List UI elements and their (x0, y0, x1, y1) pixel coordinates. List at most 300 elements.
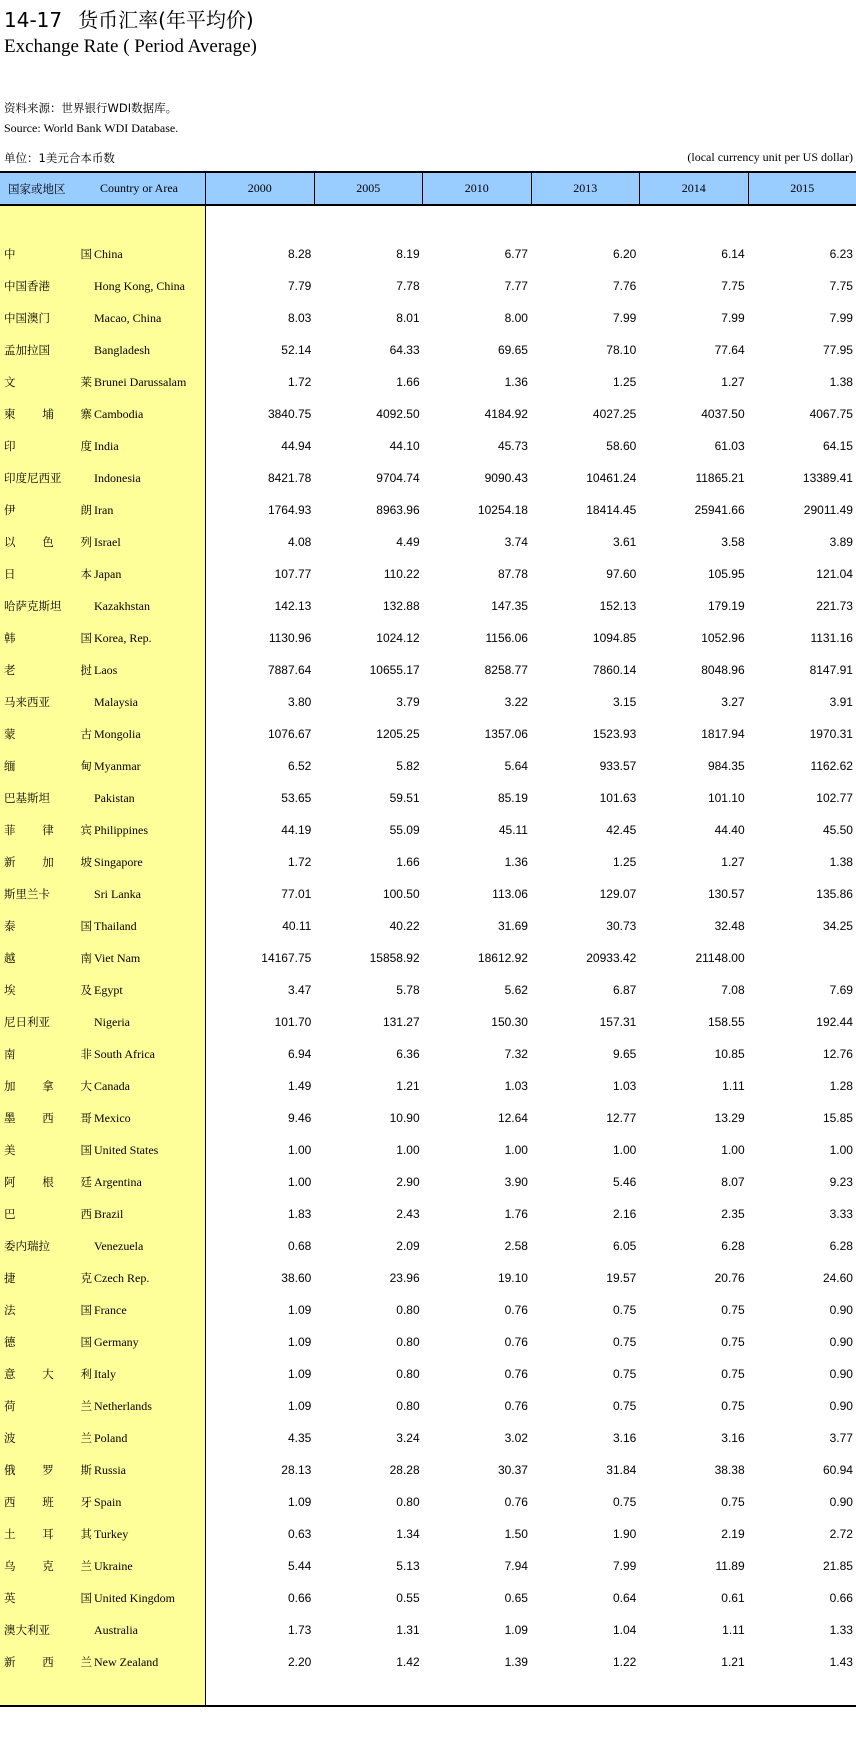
country-name-cn: 巴西 (4, 1207, 92, 1221)
rate-value: 7.99 (612, 311, 637, 325)
rate-value: 0.80 (396, 1495, 420, 1509)
rate-value: 1.83 (287, 1207, 312, 1221)
rate-value: 0.76 (504, 1335, 528, 1349)
rate-value: 85.19 (497, 791, 528, 805)
table-row (0, 686, 856, 718)
rate-value: 8048.96 (701, 663, 745, 677)
rate-value: 3.02 (504, 1431, 528, 1445)
rate-value: 0.90 (829, 1335, 853, 1349)
country-name-en: Hong Kong, China (94, 278, 185, 293)
rate-value: 1.09 (504, 1623, 528, 1637)
rate-value: 0.55 (396, 1591, 420, 1605)
country-name-cn: 印度 (4, 439, 92, 453)
rate-value: 19.10 (497, 1271, 528, 1285)
rate-value: 3.27 (721, 695, 745, 709)
table-row (0, 1518, 856, 1550)
rate-value: 0.90 (829, 1303, 853, 1317)
rate-value: 1.09 (287, 1399, 312, 1413)
rate-value: 4.49 (396, 535, 420, 549)
country-name-en: Bangladesh (94, 342, 150, 357)
country-name-en: Japan (94, 566, 122, 581)
rate-value: 12.77 (606, 1111, 637, 1125)
rate-value: 2.19 (721, 1527, 745, 1541)
country-name-en: Mongolia (94, 726, 141, 741)
table-row (0, 1646, 856, 1678)
rate-value: 45.73 (497, 439, 528, 453)
country-name-en: Brunei Darussalam (94, 374, 187, 389)
rate-value: 1.28 (829, 1079, 853, 1093)
rate-value: 0.75 (612, 1367, 637, 1381)
rate-value: 10.90 (389, 1111, 420, 1125)
rate-value: 10.85 (714, 1047, 745, 1061)
country-name-cn: 孟加拉国 (4, 343, 50, 357)
rate-value: 14167.75 (261, 951, 312, 965)
rate-value: 44.94 (281, 439, 312, 453)
table-row (0, 494, 856, 526)
table-row (0, 1390, 856, 1422)
country-name-en: Netherlands (94, 1398, 152, 1413)
rate-value: 101.63 (599, 791, 637, 805)
rate-value: 0.75 (612, 1495, 637, 1509)
rate-value: 1523.93 (592, 727, 637, 741)
country-name-cn: 荷兰 (4, 1399, 92, 1413)
rate-value: 2.20 (287, 1655, 312, 1669)
rate-value: 100.50 (382, 887, 420, 901)
rate-value: 4.08 (287, 535, 312, 549)
rate-value: 7.79 (287, 279, 312, 293)
rate-value: 19.57 (606, 1271, 637, 1285)
rate-value: 44.10 (389, 439, 420, 453)
rate-value: 40.11 (282, 919, 312, 933)
country-name-en: Venezuela (94, 1238, 144, 1253)
rate-value: 1.22 (612, 1655, 637, 1669)
rate-value: 6.52 (287, 759, 312, 773)
rate-value: 142.13 (274, 599, 312, 613)
table-bottom-rule (0, 1705, 856, 1707)
rate-value: 0.90 (829, 1399, 853, 1413)
country-name-en: Singapore (94, 854, 143, 869)
rate-value: 4027.25 (592, 407, 637, 421)
rate-value: 12.76 (822, 1047, 853, 1061)
country-name-en: Laos (94, 662, 118, 677)
rate-value: 1052.96 (701, 631, 745, 645)
header-year: 2013 (532, 173, 641, 204)
table-row (0, 1486, 856, 1518)
rate-value: 8258.77 (484, 663, 528, 677)
rate-value: 4037.50 (701, 407, 745, 421)
header-country-en: Country or Area (100, 181, 178, 195)
table-row (0, 1134, 856, 1166)
rate-value: 38.38 (714, 1463, 745, 1477)
rate-value: 1.34 (396, 1527, 420, 1541)
rate-value: 1.72 (287, 375, 312, 389)
rate-value: 3.91 (829, 695, 853, 709)
rate-value: 933.57 (599, 759, 637, 773)
table-row (0, 1614, 856, 1646)
rate-value: 7.99 (612, 1559, 637, 1573)
table-row (0, 558, 856, 590)
rate-value: 1.03 (504, 1079, 528, 1093)
rate-value: 3.33 (829, 1207, 853, 1221)
table-row (0, 334, 856, 366)
header-year: 2014 (640, 173, 749, 204)
rate-value: 1.00 (721, 1143, 745, 1157)
rate-value: 44.40 (714, 823, 745, 837)
rate-value: 15858.92 (369, 951, 420, 965)
rate-value: 3.15 (612, 695, 637, 709)
rate-value: 0.75 (612, 1303, 637, 1317)
country-name-en: Czech Rep. (94, 1270, 150, 1285)
unit-note-chinese: 单位：1美元合本币数 (4, 151, 115, 165)
table-row (0, 430, 856, 462)
rate-value: 7.69 (829, 983, 853, 997)
rate-value: 3.90 (504, 1175, 528, 1189)
rate-value: 6.14 (721, 247, 745, 261)
table-number: 14-17 (4, 8, 63, 32)
country-name-en: Mexico (94, 1110, 131, 1125)
rate-value: 1024.12 (376, 631, 420, 645)
rate-value: 1.76 (504, 1207, 528, 1221)
rate-value: 1970.31 (809, 727, 853, 741)
country-name-en: South Africa (94, 1046, 155, 1061)
rate-value: 6.05 (612, 1239, 637, 1253)
rate-value: 132.88 (382, 599, 420, 613)
country-name-cn: 马来西亚 (4, 695, 50, 709)
rate-value: 5.46 (612, 1175, 637, 1189)
rate-value: 1357.06 (484, 727, 528, 741)
country-name-cn: 印度尼西亚 (4, 471, 62, 485)
rate-value: 0.90 (829, 1495, 853, 1509)
rate-value: 1.39 (504, 1655, 528, 1669)
rate-value: 7.99 (721, 311, 745, 325)
rate-value: 6.77 (504, 247, 528, 261)
country-name-cn: 日本 (4, 567, 92, 581)
rate-value: 1764.93 (267, 503, 312, 517)
header-country-cn: 国家或地区 (8, 181, 66, 196)
country-name-cn: 伊朗 (4, 503, 92, 517)
country-name-en: Viet Nam (94, 950, 141, 965)
country-name-cn: 阿根廷 (4, 1175, 92, 1189)
rate-value: 42.45 (606, 823, 637, 837)
rate-value: 9704.74 (376, 471, 420, 485)
rate-value: 0.80 (396, 1303, 420, 1317)
rate-value: 5.78 (396, 983, 420, 997)
rate-value: 8147.91 (809, 663, 853, 677)
source-note-english: Source: World Bank WDI Database. (4, 121, 179, 135)
country-name-cn: 委内瑞拉 (4, 1239, 50, 1253)
country-name-en: Argentina (94, 1174, 142, 1189)
rate-value: 1.36 (504, 375, 528, 389)
table-row (0, 1358, 856, 1390)
rate-value: 55.09 (389, 823, 420, 837)
rate-value: 12.64 (497, 1111, 528, 1125)
rate-value: 1162.62 (810, 759, 853, 773)
rate-value: 31.84 (606, 1463, 637, 1477)
rate-value: 77.64 (714, 343, 745, 357)
table-row (0, 1006, 856, 1038)
table-row (0, 366, 856, 398)
rate-value: 101.70 (274, 1015, 312, 1029)
rate-value: 0.75 (721, 1495, 745, 1509)
country-name-en: Canada (94, 1078, 130, 1093)
rate-value: 38.60 (281, 1271, 312, 1285)
rate-value: 2.58 (504, 1239, 528, 1253)
rate-value: 97.60 (606, 567, 637, 581)
rate-value: 1.73 (287, 1623, 312, 1637)
rate-value: 13389.41 (802, 471, 853, 485)
rate-value: 1.31 (396, 1623, 420, 1637)
table-row (0, 398, 856, 430)
country-name-en: Macao, China (94, 310, 162, 325)
header-year: 2005 (315, 173, 424, 204)
rate-value: 23.96 (389, 1271, 420, 1285)
rate-value: 10461.24 (586, 471, 637, 485)
rate-value: 8.07 (721, 1175, 745, 1189)
title-english: Exchange Rate ( Period Average) (4, 36, 257, 57)
rate-value: 7.77 (504, 279, 528, 293)
rate-value: 1.25 (612, 375, 637, 389)
rate-value: 113.06 (492, 887, 528, 901)
rate-value: 1.43 (829, 1655, 853, 1669)
rate-value: 131.27 (382, 1015, 420, 1029)
rate-value: 25941.66 (694, 503, 745, 517)
rate-value: 2.72 (829, 1527, 853, 1541)
rate-value: 1.11 (722, 1079, 745, 1093)
rate-value: 1156.06 (485, 631, 528, 645)
table-row (0, 974, 856, 1006)
rate-value: 8.01 (396, 311, 420, 325)
rate-value: 129.07 (599, 887, 637, 901)
title-chinese (4, 4, 254, 33)
rate-value: 1205.25 (376, 727, 420, 741)
rate-value: 6.28 (721, 1239, 745, 1253)
table-row (0, 1262, 856, 1294)
rate-value: 53.65 (281, 791, 312, 805)
rate-value: 0.75 (721, 1303, 745, 1317)
country-name-cn: 文莱 (4, 375, 92, 389)
country-name-cn: 泰国 (4, 919, 92, 933)
rate-value: 28.28 (389, 1463, 420, 1477)
rate-value: 2.43 (396, 1207, 420, 1221)
country-name-cn: 以色列 (4, 535, 92, 549)
rate-value: 7860.14 (592, 663, 637, 677)
country-name-cn: 柬埔寨 (4, 407, 92, 421)
rate-value: 78.10 (606, 343, 637, 357)
rate-value: 1.27 (721, 855, 745, 869)
country-name-en: Egypt (94, 982, 123, 997)
country-name-en: Brazil (94, 1206, 124, 1221)
rate-value: 24.60 (822, 1271, 853, 1285)
rate-value: 5.62 (504, 983, 528, 997)
rate-value: 1.49 (287, 1079, 312, 1093)
rate-value: 102.77 (816, 791, 853, 805)
rate-value: 1.00 (287, 1175, 312, 1189)
rate-value: 0.90 (829, 1367, 853, 1381)
rate-value: 21148.00 (695, 951, 745, 965)
table-row (0, 1070, 856, 1102)
rate-value: 1817.94 (701, 727, 745, 741)
rate-value: 1.11 (722, 1623, 745, 1637)
rate-value: 0.80 (396, 1335, 420, 1349)
country-name-en: Sri Lanka (94, 886, 141, 901)
rate-value: 7887.64 (267, 663, 312, 677)
rate-value: 0.63 (287, 1527, 312, 1541)
rate-value: 3.89 (829, 535, 853, 549)
rate-value: 1.00 (287, 1143, 312, 1157)
table-row (0, 1166, 856, 1198)
rate-value: 1.33 (829, 1623, 853, 1637)
rate-value: 60.94 (822, 1463, 853, 1477)
country-name-cn: 蒙古 (4, 727, 92, 741)
rate-value: 130.57 (707, 887, 745, 901)
table-row (0, 1102, 856, 1134)
rate-value: 1.21 (721, 1655, 745, 1669)
country-name-cn: 意大利 (4, 1367, 92, 1381)
rate-value: 6.36 (396, 1047, 420, 1061)
table-row (0, 750, 856, 782)
rate-value: 1.00 (612, 1143, 637, 1157)
country-name-en: Pakistan (94, 790, 135, 805)
country-name-cn: 南非 (4, 1047, 92, 1061)
rate-value: 147.35 (491, 599, 528, 613)
rate-value: 1094.85 (592, 631, 637, 645)
country-name-cn: 新加坡 (4, 855, 92, 869)
rate-value: 18414.45 (586, 503, 637, 517)
country-name-en: Turkey (94, 1526, 129, 1541)
rate-value: 9.65 (612, 1047, 637, 1061)
rate-value: 9090.43 (484, 471, 528, 485)
rate-value: 984.35 (707, 759, 745, 773)
country-name-en: China (94, 246, 123, 261)
rate-value: 77.01 (281, 887, 312, 901)
country-name-en: Poland (94, 1430, 128, 1445)
table-row (0, 622, 856, 654)
country-name-en: Nigeria (94, 1014, 130, 1029)
rate-value: 107.77 (274, 567, 312, 581)
rate-value: 69.65 (497, 343, 528, 357)
country-name-cn: 越南 (4, 951, 92, 965)
rate-value: 7.78 (396, 279, 420, 293)
rate-value: 1076.67 (267, 727, 312, 741)
source-note-chinese: 资料来源：世界银行WDI数据库。 (4, 101, 178, 115)
table-row (0, 270, 856, 302)
rate-value: 1130.96 (268, 631, 312, 645)
rate-value: 110.22 (383, 567, 420, 581)
country-name-cn: 埃及 (4, 983, 92, 997)
rate-value: 64.15 (822, 439, 853, 453)
table-row (0, 1294, 856, 1326)
country-name-en: Cambodia (94, 406, 144, 421)
table-row (0, 942, 856, 974)
rate-value: 5.82 (396, 759, 420, 773)
country-name-cn: 尼日利亚 (4, 1015, 50, 1029)
rate-value: 77.95 (822, 343, 853, 357)
rate-value: 32.48 (714, 919, 745, 933)
table-body (0, 238, 856, 1678)
rate-value: 0.75 (721, 1367, 745, 1381)
table-row (0, 526, 856, 558)
rate-value: 1.27 (721, 375, 745, 389)
country-name-en: Israel (94, 534, 121, 549)
country-name-en: France (94, 1302, 127, 1317)
country-name-cn: 英国 (4, 1591, 92, 1605)
table-row (0, 302, 856, 334)
country-name-cn: 中国香港 (4, 279, 50, 293)
rate-value: 6.20 (612, 247, 637, 261)
country-name-en: Italy (94, 1366, 116, 1381)
country-name-en: Australia (94, 1622, 138, 1637)
rate-value: 11.89 (715, 1559, 745, 1573)
table-row (0, 878, 856, 910)
rate-value: 21.85 (822, 1559, 853, 1573)
rate-value: 1.72 (287, 855, 312, 869)
rate-value: 8421.78 (267, 471, 312, 485)
rate-value: 29011.49 (803, 503, 853, 517)
rate-value: 6.87 (612, 983, 637, 997)
table-row (0, 782, 856, 814)
rate-value: 1.36 (504, 855, 528, 869)
rate-value: 15.85 (822, 1111, 853, 1125)
rate-value: 1.00 (504, 1143, 528, 1157)
rate-value: 0.65 (504, 1591, 528, 1605)
header-year: 2015 (749, 173, 856, 204)
rate-value: 3.16 (721, 1431, 745, 1445)
unit-note-english: (local currency unit per US dollar) (687, 150, 853, 164)
rate-value: 1.09 (287, 1367, 312, 1381)
rate-value: 7.94 (504, 1559, 528, 1573)
rate-value: 7.76 (612, 279, 637, 293)
rate-value: 221.73 (816, 599, 853, 613)
rate-value: 0.76 (504, 1399, 528, 1413)
country-name-en: Indonesia (94, 470, 141, 485)
country-name-cn: 法国 (4, 1303, 92, 1317)
country-name-cn: 中国 (4, 247, 92, 261)
table-row (0, 238, 856, 270)
rate-value: 0.61 (721, 1591, 745, 1605)
rate-value: 87.78 (497, 567, 528, 581)
rate-value: 7.32 (504, 1047, 528, 1061)
rate-value: 0.80 (396, 1367, 420, 1381)
rate-value: 1.00 (829, 1143, 853, 1157)
rate-value: 1.09 (287, 1335, 312, 1349)
rate-value: 1.21 (396, 1079, 420, 1093)
country-name-en: Spain (94, 1494, 122, 1509)
country-name-cn: 德国 (4, 1335, 92, 1349)
rate-value: 52.14 (281, 343, 312, 357)
rate-value: 3.22 (504, 695, 528, 709)
country-name-cn: 澳大利亚 (4, 1623, 50, 1637)
country-name-en: Iran (94, 502, 114, 517)
rate-value: 1.66 (396, 855, 420, 869)
rate-value: 10655.17 (369, 663, 420, 677)
rate-value: 8.00 (504, 311, 528, 325)
rate-value: 3.16 (612, 1431, 637, 1445)
rate-value: 6.94 (287, 1047, 312, 1061)
rate-value: 8963.96 (376, 503, 420, 517)
country-name-en: Philippines (94, 822, 149, 837)
country-name-en: United States (94, 1142, 159, 1157)
table-row (0, 462, 856, 494)
rate-value: 3.80 (287, 695, 312, 709)
rate-value: 45.50 (822, 823, 853, 837)
rate-value: 40.22 (389, 919, 420, 933)
rate-value: 152.13 (599, 599, 637, 613)
table-row (0, 814, 856, 846)
rate-value: 5.44 (287, 1559, 312, 1573)
exchange-rate-table (0, 171, 856, 1706)
rate-value: 3840.75 (267, 407, 312, 421)
rate-value: 7.99 (829, 311, 853, 325)
